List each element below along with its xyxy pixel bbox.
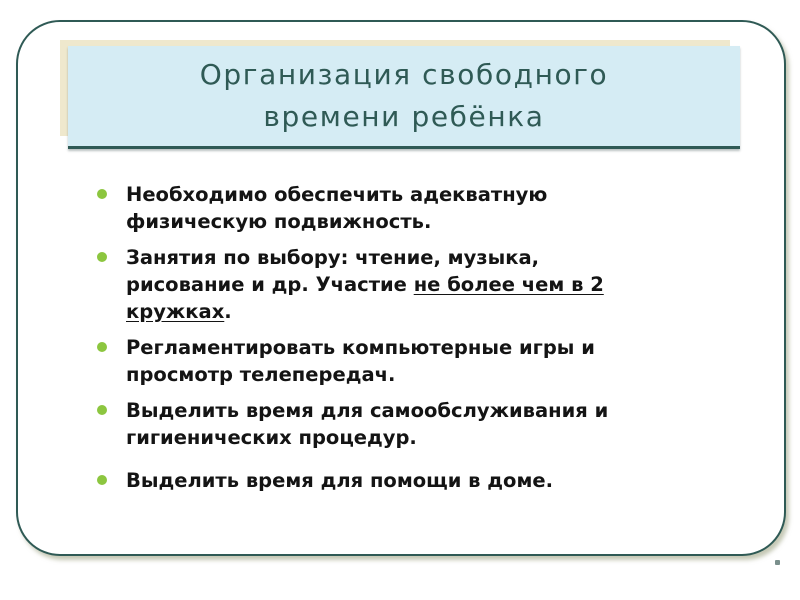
bullet-line: физическую подвижность. <box>126 210 432 233</box>
bullet-line: Регламентировать компьютерные игры и <box>126 336 595 359</box>
corner-marker <box>775 560 780 565</box>
underlined-text: не более чем в 2 <box>413 273 604 296</box>
bullet-line: рисование и др. Участие <box>126 273 414 296</box>
bullet-item-home-help <box>95 467 735 494</box>
underlined-text: кружках <box>126 300 225 323</box>
bullet-text <box>126 397 735 451</box>
bullet-text <box>126 467 735 494</box>
slide-title-line-1: Организация свободного <box>199 58 609 91</box>
bullet-text <box>126 244 735 325</box>
bullet-dot-icon <box>97 475 107 485</box>
bullet-line: Выделить время для помощи в доме. <box>126 469 554 492</box>
bullet-dot-icon <box>97 405 107 415</box>
bullet-list <box>95 181 735 503</box>
bullet-line: просмотр телепередач. <box>126 363 396 386</box>
bullet-line: Занятия по выбору: чтение, музыка, <box>126 246 540 269</box>
bullet-line: гигиенических процедур. <box>126 426 417 449</box>
bullet-text <box>126 334 735 388</box>
slide-title-line-2: времени ребёнка <box>263 100 545 133</box>
bullet-item-physical-activity <box>95 181 735 235</box>
bullet-line: Выделить время для самообслуживания и <box>126 399 609 422</box>
bullet-item-self-care <box>95 397 735 451</box>
bullet-line: . <box>224 300 232 323</box>
bullet-dot-icon <box>97 342 107 352</box>
bullet-text <box>126 181 735 235</box>
slide-title <box>68 46 740 149</box>
bullet-dot-icon <box>97 252 107 262</box>
bullet-dot-icon <box>97 189 107 199</box>
bullet-line: Необходимо обеспечить адекватную <box>126 183 548 206</box>
bullet-item-activities <box>95 244 735 325</box>
bullet-item-games-tv <box>95 334 735 388</box>
